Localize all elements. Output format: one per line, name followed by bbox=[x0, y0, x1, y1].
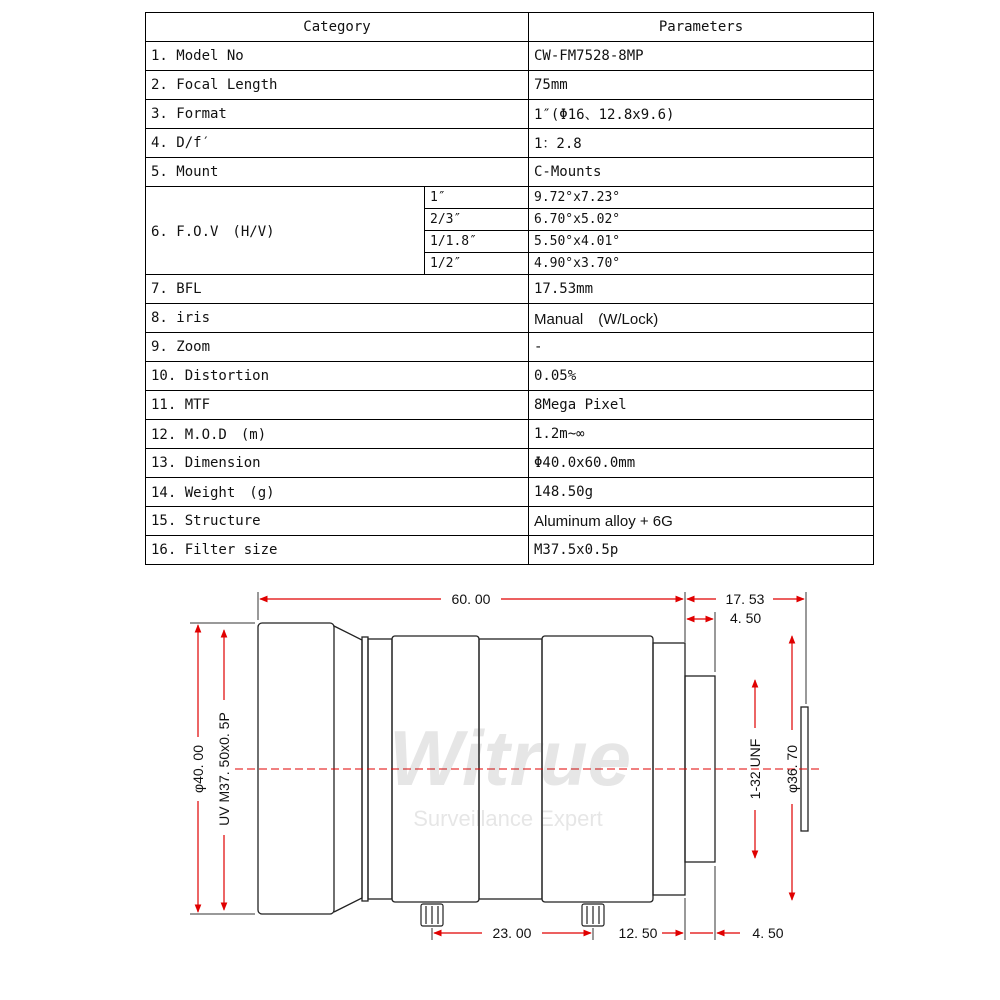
table-row bbox=[146, 391, 874, 420]
dim-length-label: 60. 00 bbox=[451, 591, 491, 607]
fov-value: 6.70°x5.02° bbox=[529, 209, 874, 231]
row-category: 10. Distortion bbox=[146, 362, 529, 391]
lens-screws bbox=[421, 904, 604, 926]
row-value: 1：2.8 bbox=[529, 129, 874, 158]
dim-mount-offset-label: 4. 50 bbox=[752, 925, 784, 941]
svg-text:Witrue: Witrue bbox=[389, 714, 631, 802]
fov-row bbox=[146, 187, 874, 209]
table-row bbox=[146, 362, 874, 391]
row-category: 13. Dimension bbox=[146, 449, 529, 478]
table-row bbox=[146, 275, 874, 304]
dim-filter-label: UV M37. 50x0. 5P bbox=[216, 712, 232, 826]
fov-format: 2/3″ bbox=[425, 209, 529, 231]
table-row bbox=[146, 420, 874, 449]
row-value: 148.50g bbox=[529, 478, 874, 507]
row-value: Manual (W/Lock) bbox=[529, 304, 874, 333]
row-category: 8. iris bbox=[146, 304, 529, 333]
dim-mount-len-label: 12. 50 bbox=[618, 925, 658, 941]
table-row bbox=[146, 158, 874, 187]
spec-table bbox=[145, 12, 874, 565]
fov-value: 5.50°x4.01° bbox=[529, 231, 874, 253]
table-row bbox=[146, 304, 874, 333]
row-category: 2. Focal Length bbox=[146, 71, 529, 100]
row-category: 7. BFL bbox=[146, 275, 529, 304]
row-value: Aluminum alloy + 6G bbox=[529, 507, 874, 536]
table-row bbox=[146, 71, 874, 100]
row-category: 12. M.O.D (m) bbox=[146, 420, 529, 449]
row-value: Φ40.0x60.0mm bbox=[529, 449, 874, 478]
row-category: 11. MTF bbox=[146, 391, 529, 420]
row-category: 3. Format bbox=[146, 100, 529, 129]
row-category: 16. Filter size bbox=[146, 536, 529, 565]
table-header-row bbox=[146, 13, 874, 42]
row-category: 5. Mount bbox=[146, 158, 529, 187]
row-category: 14. Weight (g) bbox=[146, 478, 529, 507]
row-value: M37.5x0.5p bbox=[529, 536, 874, 565]
row-value: 0.05% bbox=[529, 362, 874, 391]
row-value: 17.53mm bbox=[529, 275, 874, 304]
fov-format: 1/2″ bbox=[425, 253, 529, 275]
table-row bbox=[146, 478, 874, 507]
row-value: 75mm bbox=[529, 71, 874, 100]
table-row bbox=[146, 129, 874, 158]
watermark-drawing bbox=[389, 714, 631, 831]
table-row bbox=[146, 42, 874, 71]
table-row bbox=[146, 333, 874, 362]
dim-diameter-label: φ40. 00 bbox=[190, 744, 206, 794]
fov-value: 4.90°x3.70° bbox=[529, 253, 874, 275]
svg-text:Surveillance Expert: Surveillance Expert bbox=[413, 806, 603, 831]
row-category: 1. Model No bbox=[146, 42, 529, 71]
row-value: 1.2m~∞ bbox=[529, 420, 874, 449]
row-value: C-Mounts bbox=[529, 158, 874, 187]
row-category: 9. Zoom bbox=[146, 333, 529, 362]
fov-format: 1″ bbox=[425, 187, 529, 209]
table-row bbox=[146, 449, 874, 478]
row-value: 8Mega Pixel bbox=[529, 391, 874, 420]
dim-bfl-label: 17. 53 bbox=[725, 591, 765, 607]
dim-screws-label: 23. 00 bbox=[492, 925, 532, 941]
row-value: - bbox=[529, 333, 874, 362]
dim-thread-label: 1-32 UNF bbox=[747, 738, 763, 800]
fov-format: 1/1.8″ bbox=[425, 231, 529, 253]
header-category: Category bbox=[146, 13, 529, 42]
header-parameters: Parameters bbox=[529, 13, 874, 42]
dim-flange-label: 4. 50 bbox=[730, 610, 762, 626]
fov-category: 6. F.O.V (H/V) bbox=[146, 187, 425, 275]
table-row bbox=[146, 507, 874, 536]
table-row bbox=[146, 536, 874, 565]
row-value: CW-FM7528-8MP bbox=[529, 42, 874, 71]
table-row bbox=[146, 100, 874, 129]
lens-dimension-drawing bbox=[0, 575, 1000, 985]
dim-rear-dia-label: φ36. 70 bbox=[784, 744, 800, 794]
row-category: 4. D/f′ bbox=[146, 129, 529, 158]
fov-value: 9.72°x7.23° bbox=[529, 187, 874, 209]
row-category: 15. Structure bbox=[146, 507, 529, 536]
row-value: 1″(Φ16、12.8x9.6) bbox=[529, 100, 874, 129]
